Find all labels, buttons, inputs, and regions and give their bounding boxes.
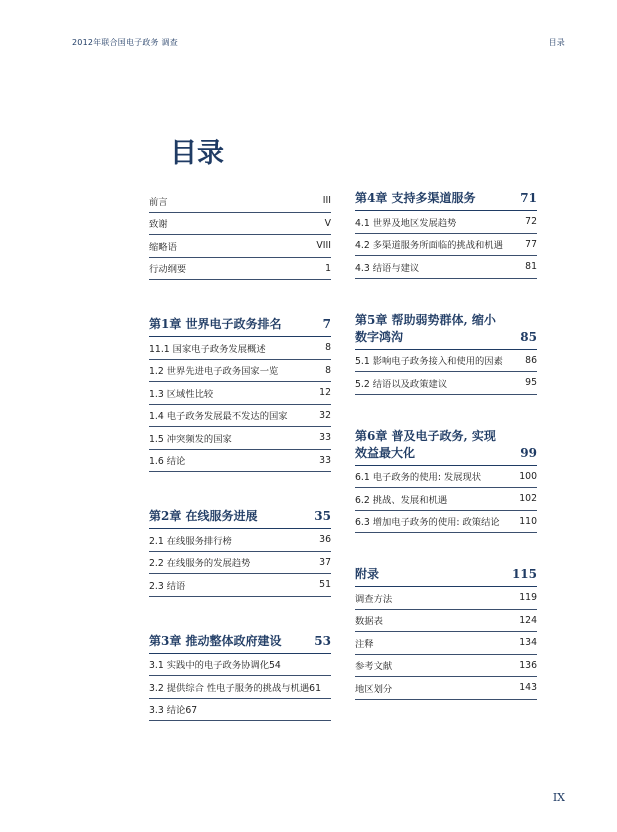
- toc-entry-label: 11.1 国家电子政务发展概述: [149, 343, 266, 355]
- toc-entry[interactable]: [149, 574, 331, 597]
- toc-entry-page: 81: [525, 261, 537, 273]
- toc-entry-page: III: [322, 195, 331, 207]
- toc-entry[interactable]: [149, 258, 331, 281]
- chapter-title: 第4章 支持多渠道服务: [355, 191, 476, 205]
- chapter-heading[interactable]: [355, 566, 537, 587]
- toc-entry-page: 32: [319, 409, 331, 421]
- toc-entry[interactable]: [355, 466, 537, 489]
- chapter-page-number: 53: [314, 633, 331, 648]
- toc-entry-page: 1: [325, 262, 331, 274]
- toc-entry-page: 86: [525, 354, 537, 366]
- toc-entry-label: 2.3 结语: [149, 580, 186, 592]
- toc-section: [149, 633, 331, 722]
- toc-entry[interactable]: [355, 350, 537, 373]
- toc-entry[interactable]: [355, 256, 537, 279]
- toc-entry-page: 95: [525, 377, 537, 389]
- toc-entry[interactable]: [355, 488, 537, 511]
- toc-entry[interactable]: [149, 450, 331, 473]
- toc-section: [355, 312, 537, 395]
- toc-entry-page: 124: [519, 614, 537, 626]
- toc-entry[interactable]: [149, 360, 331, 383]
- toc-entry-page: 37: [319, 556, 331, 568]
- toc-entry-page: 8: [325, 364, 331, 376]
- toc-entry[interactable]: [149, 235, 331, 258]
- toc-entry-label: 6.2 挑战、发展和机遇: [355, 494, 448, 506]
- toc-entry[interactable]: [355, 632, 537, 655]
- toc-entry-label: 2.1 在线服务排行榜: [149, 535, 232, 547]
- toc-entry-label: 1.3 区域性比较: [149, 388, 214, 400]
- page-title: 目录: [170, 138, 224, 169]
- toc-entry-page: 136: [519, 659, 537, 671]
- toc-entry-label: 致谢: [149, 219, 168, 231]
- toc-entry[interactable]: [149, 529, 331, 552]
- toc-entry-page: 143: [519, 682, 537, 694]
- toc-entry[interactable]: [149, 190, 331, 213]
- toc-entry-page: 100: [519, 470, 537, 482]
- toc-entry[interactable]: [149, 405, 331, 428]
- chapter-page-number: 35: [314, 509, 331, 523]
- toc-entry[interactable]: [149, 654, 331, 677]
- chapter-page-number: 85: [520, 329, 537, 344]
- toc-entry-page: 72: [525, 216, 537, 228]
- toc-entry[interactable]: [149, 337, 331, 360]
- toc-entry-label: 前言: [149, 196, 168, 208]
- toc-entry-label: 1.5 冲突频发的国家: [149, 433, 232, 445]
- toc-section: [355, 566, 537, 700]
- toc-entry-label: 4.1 世界及地区发展趋势: [355, 217, 457, 229]
- toc-entry-page: 33: [319, 454, 331, 466]
- chapter-heading[interactable]: [149, 316, 331, 337]
- toc-entry[interactable]: [355, 372, 537, 395]
- toc-entry[interactable]: [355, 587, 537, 610]
- toc-entry[interactable]: [149, 552, 331, 575]
- chapter-heading[interactable]: [355, 190, 537, 211]
- toc-entry-page: VIII: [316, 240, 331, 252]
- toc-section: [149, 316, 331, 472]
- toc-entry-label: 6.1 电子政务的使用: 发展现状: [355, 472, 482, 484]
- chapter-title: 第1章 世界电子政务排名: [149, 317, 282, 331]
- chapter-heading[interactable]: [355, 428, 537, 466]
- toc-entry-label: 1.6 结论: [149, 456, 186, 468]
- chapter-heading[interactable]: [149, 508, 331, 529]
- running-head-left: 2012年联合国电子政务 调查: [72, 38, 178, 47]
- chapter-heading[interactable]: [149, 633, 331, 654]
- toc-entry-page: 36: [319, 534, 331, 546]
- toc-entry-label: 3.1 实践中的电子政务协调化54: [149, 660, 281, 672]
- toc-entry-label: 5.1 影响电子政务接入和使用的因素: [355, 356, 503, 368]
- toc-entry-label: 缩略语: [149, 241, 177, 253]
- toc-entry-page: 134: [519, 637, 537, 649]
- toc-section: [355, 190, 537, 279]
- toc-entry[interactable]: [355, 211, 537, 234]
- toc-entry-page: 119: [519, 592, 537, 604]
- chapter-title: 第2章 在线服务进展: [149, 509, 258, 523]
- chapter-page-number: 99: [520, 445, 537, 460]
- toc-entry[interactable]: [149, 676, 331, 699]
- chapter-title: 第3章 推动整体政府建设: [149, 633, 282, 648]
- toc-entry-label: 调查方法: [355, 593, 393, 605]
- toc-entry-page: 110: [519, 515, 537, 527]
- toc-entry-label: 3.3 结论67: [149, 705, 198, 717]
- toc-entry-page: 33: [319, 432, 331, 444]
- toc-entry-label: 3.2 提供综合 性电子服务的挑战与机遇61: [149, 682, 321, 694]
- toc-entry-label: 6.3 增加电子政务的使用: 政策结论: [355, 517, 500, 529]
- chapter-page-number: 115: [511, 567, 537, 581]
- chapter-heading[interactable]: [355, 312, 537, 350]
- toc-entry-page: 12: [319, 387, 331, 399]
- toc-entry-label: 4.3 结语与建议: [355, 262, 420, 274]
- toc-entry-label: 1.2 世界先进电子政务国家一览: [149, 366, 279, 378]
- chapter-title: 第5章 帮助弱势群体, 缩小 数字鸿沟: [355, 312, 496, 344]
- toc-entry-label: 5.2 结语以及政策建议: [355, 378, 448, 390]
- toc-entry[interactable]: [355, 511, 537, 534]
- toc-entry-page: V: [324, 217, 331, 229]
- toc-left-column: [149, 190, 331, 721]
- toc-entry-label: 数据表: [355, 616, 383, 628]
- toc-entry-label: 地区划分: [355, 683, 393, 695]
- toc-entry[interactable]: [149, 382, 331, 405]
- toc-entry[interactable]: [355, 677, 537, 700]
- toc-entry-page: 102: [519, 493, 537, 505]
- toc-entry-label: 注释: [355, 638, 374, 650]
- toc-section: [149, 508, 331, 597]
- toc-entry[interactable]: [355, 234, 537, 257]
- toc-entry-label: 1.4 电子政务发展最不发达的国家: [149, 411, 288, 423]
- toc-entry[interactable]: [355, 610, 537, 633]
- toc-entry[interactable]: [149, 427, 331, 450]
- toc-entry-label: 行动纲要: [149, 264, 187, 276]
- toc-entry-page: 51: [319, 579, 331, 591]
- page-folio: IX: [552, 791, 565, 804]
- toc-entry-page: 77: [525, 238, 537, 250]
- chapter-title: 附录: [355, 567, 380, 581]
- toc-section: [149, 190, 331, 280]
- chapter-page-number: 7: [322, 317, 331, 331]
- chapter-page-number: 71: [520, 191, 537, 205]
- toc-entry[interactable]: [149, 213, 331, 236]
- toc-entry[interactable]: [355, 655, 537, 678]
- toc-entry-page: 8: [325, 342, 331, 354]
- toc-entry-label: 参考文献: [355, 661, 393, 673]
- toc-entry-label: 4.2 多渠道服务所面临的挑战和机遇: [355, 240, 503, 252]
- chapter-title: 第6章 普及电子政务, 实现 效益最大化: [355, 428, 496, 460]
- running-head-right: 目录: [548, 38, 565, 47]
- toc-right-column: [355, 190, 537, 700]
- toc-section: [355, 428, 537, 534]
- toc-entry-label: 2.2 在线服务的发展趋势: [149, 558, 251, 570]
- toc-entry[interactable]: [149, 699, 331, 722]
